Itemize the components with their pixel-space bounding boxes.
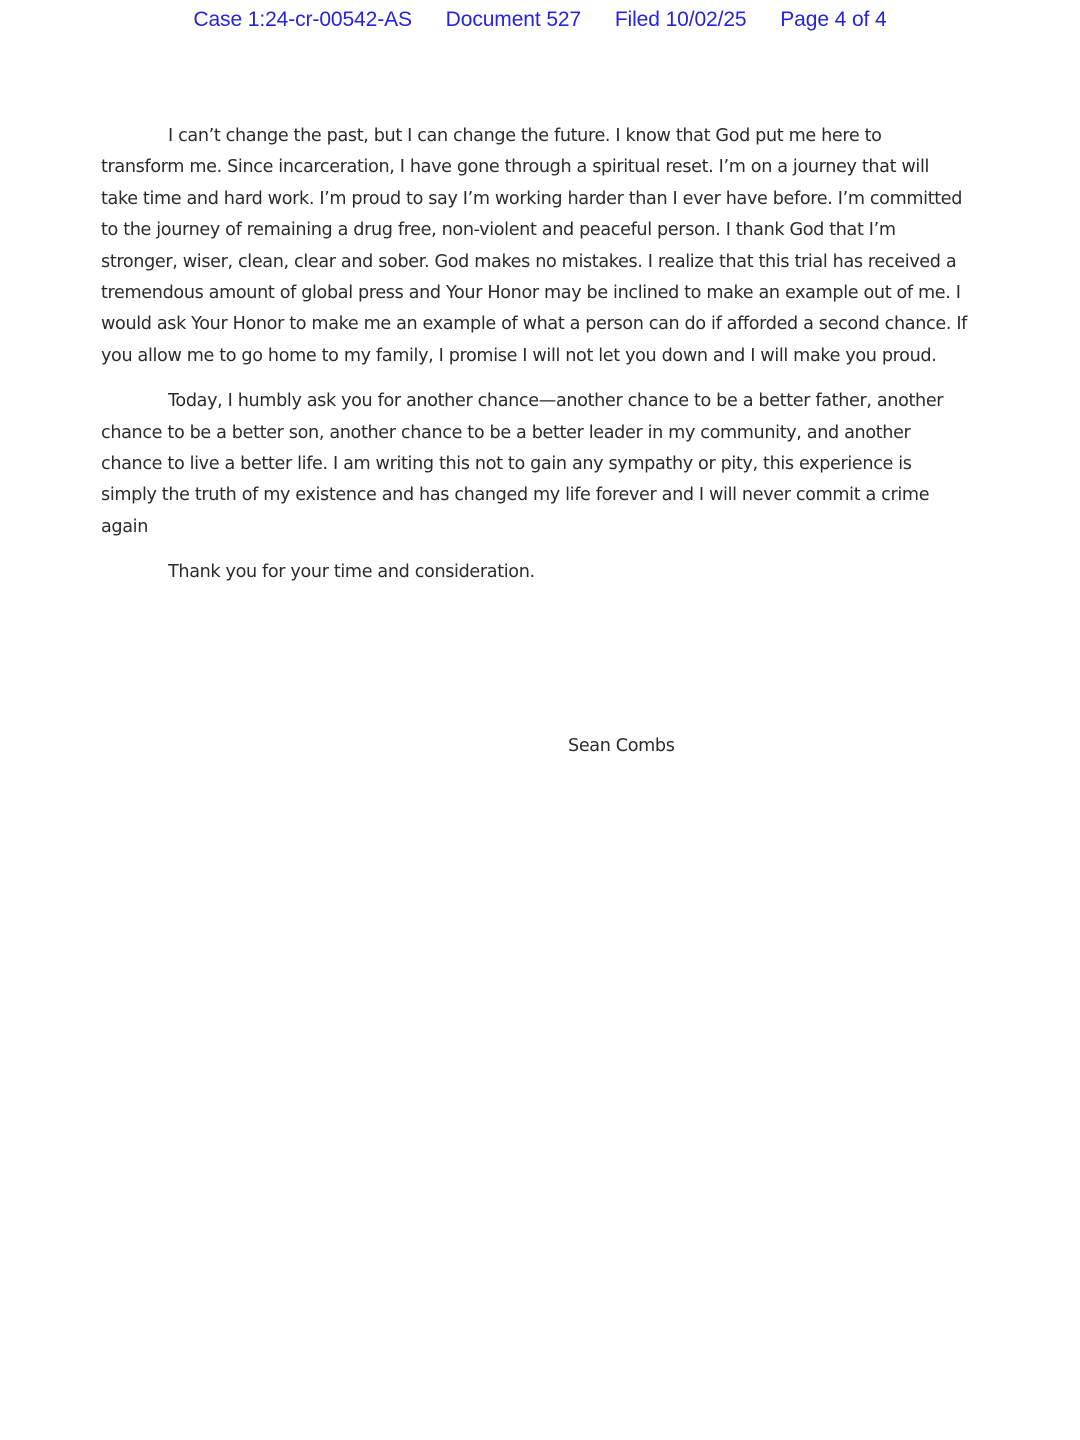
letter-paragraph: I can’t change the past, but I can change the future. I know that God put me here to transform me. Since incarceration, I have gone through a spiritual reset. I’m on a journey that will take time and hard work. I’m proud to say I’m working harder than I ever have before. I’m committed to the journey of remaining a drug free, non-violent and peaceful person. I thank God that I’m stronger, wiser, clean, clear and sober. God makes no mistakes. I realize that this trial has received a tremendous amount of global press and Your Honor may be inclined to make an example out of me. I would ask Your Honor to make me an example of what a person can do if afforded a second chance. If you allow me to go home to my family, I promise I will not let you down and I will make you proud. xyxy=(101,126,967,366)
document-number: Document 527 xyxy=(445,8,582,31)
case-number: Case 1:24-cr-00542-AS xyxy=(193,8,412,31)
page-number: Page 4 of 4 xyxy=(780,8,887,31)
signature-name: Sean Combs xyxy=(568,736,675,756)
letter-paragraph: Today, I humbly ask you for another chance—another chance to be a better father, another chance to be a better son, another chance to be a better leader in my community, and another chance to live a better life. I am writing this not to gain any sympathy or pity, this experience is simply the truth of my existence and has changed my life forever and I will never commit a crime again xyxy=(101,391,944,537)
letter-body xyxy=(101,121,967,603)
letter-paragraph: Thank you for your time and consideration. xyxy=(168,562,535,583)
court-filing-header xyxy=(0,8,1080,32)
filed-date: Filed 10/02/25 xyxy=(614,8,747,31)
